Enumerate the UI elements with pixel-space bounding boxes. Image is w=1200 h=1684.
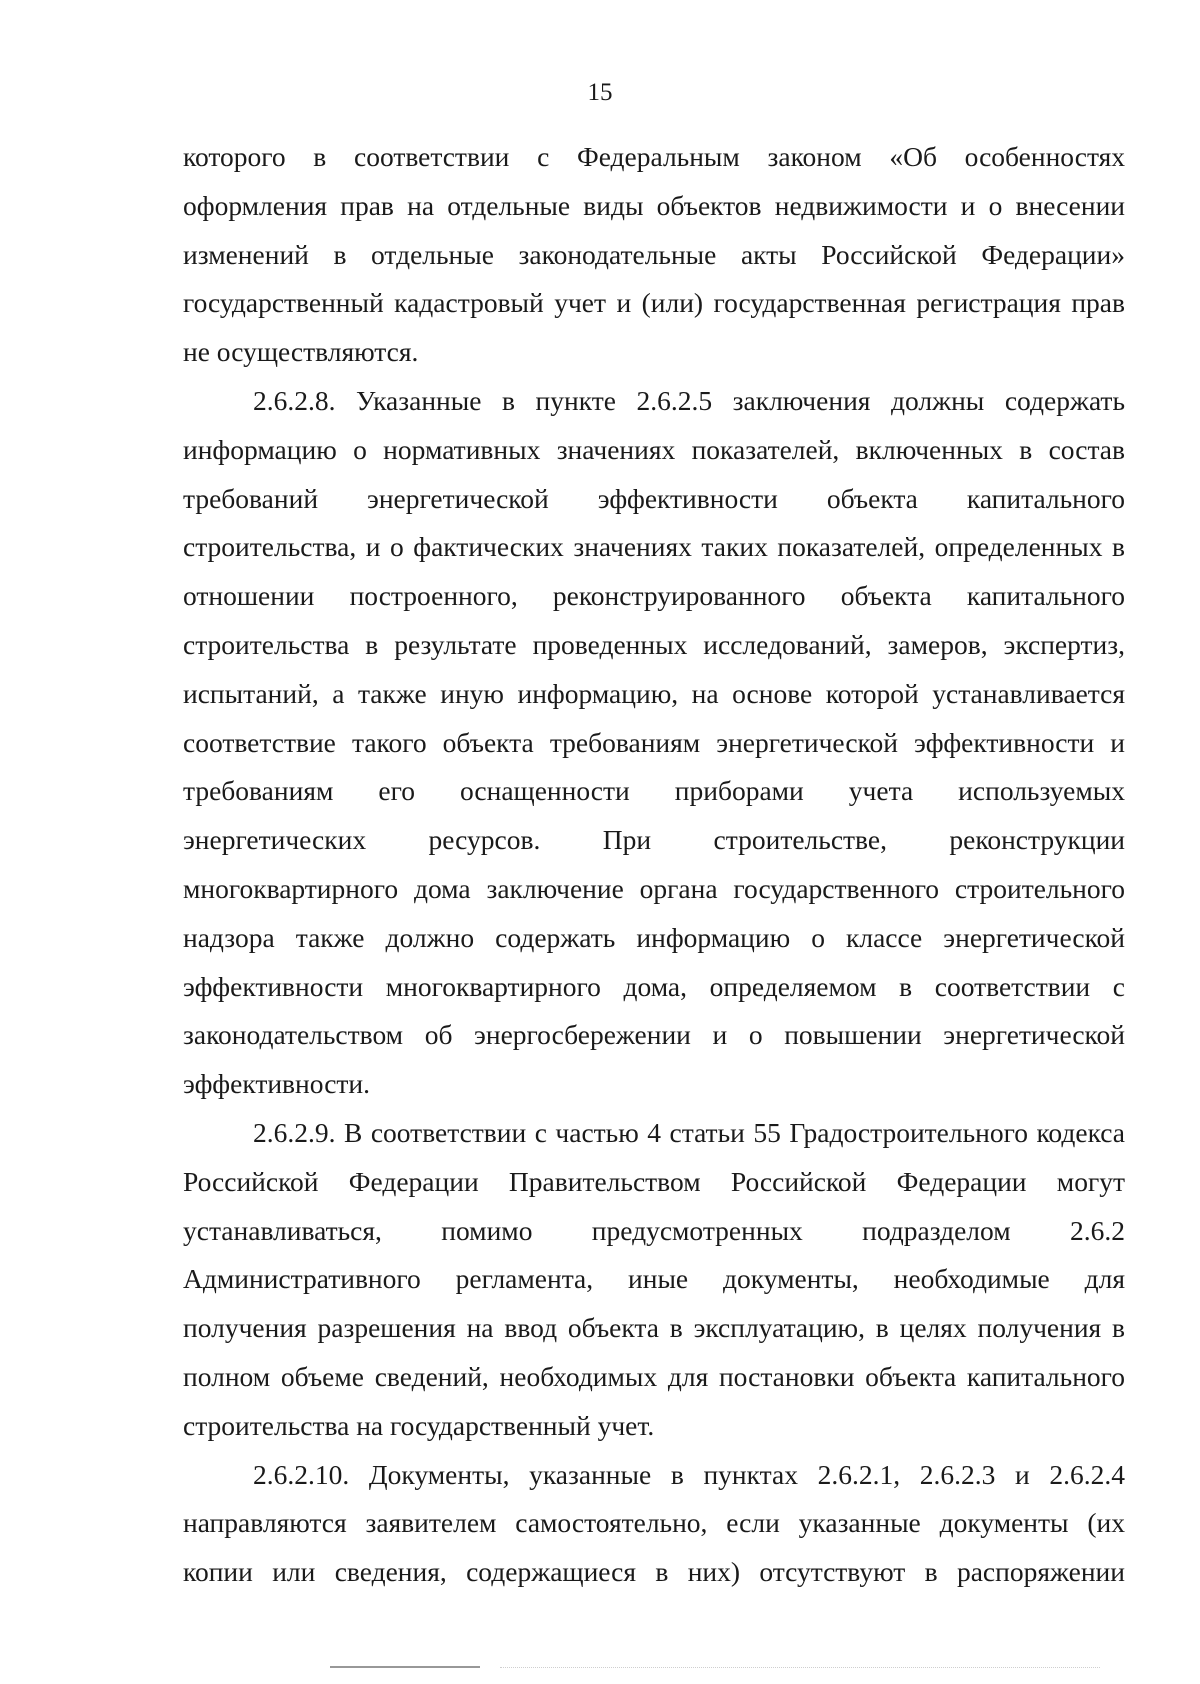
text-line: копии или сведения, содержащиеся в них) отсутствуют в распоряжении — [183, 1556, 1125, 1588]
text-line: направляются заявителем самостоятельно, если указанные документы (их — [183, 1507, 1125, 1539]
text-line: полном объеме сведений, необходимых для постановки объекта капитального — [183, 1360, 1125, 1392]
text-line: соответствие такого объекта требованиям энергетической эффективности и — [183, 726, 1125, 758]
text-line: Административного регламента, иные документы, необходимые для — [183, 1263, 1125, 1295]
text-line: строительства на государственный учет. — [183, 1409, 655, 1441]
body-text — [183, 133, 1125, 1597]
text-line: строительства, и о фактических значениях таких показателей, определенных в — [183, 531, 1125, 563]
text-line: не осуществляются. — [183, 336, 419, 368]
paragraph-2-6-2-9 — [183, 1109, 1125, 1451]
text-line: законодательством об энергосбережении и о повышении энергетической — [183, 1019, 1125, 1051]
text-line: многоквартирного дома заключение органа государственного строительного — [183, 872, 1125, 904]
text-line: требований энергетической эффективности объекта капитального — [183, 482, 1125, 514]
text-line: 2.6.2.9. В соответствии с частью 4 статьи 55 Градостроительного кодекса — [253, 1116, 1125, 1148]
text-line: отношении построенного, реконструированного объекта капитального — [183, 580, 1125, 612]
text-line: информацию о нормативных значениях показателей, включенных в состав — [183, 433, 1125, 465]
text-line: которого в соответствии с Федеральным законом «Об особенностях — [183, 141, 1125, 172]
text-line: 2.6.2.8. Указанные в пункте 2.6.2.5 заключения должны содержать — [253, 384, 1125, 416]
text-line: испытаний, а также иную информацию, на основе которой устанавливается — [183, 677, 1125, 709]
text-line: строительства в результате проведенных исследований, замеров, экспертиз, — [183, 628, 1125, 660]
paragraph-continuation — [183, 133, 1125, 377]
page-number: 15 — [587, 79, 613, 106]
paragraph-2-6-2-10 — [183, 1451, 1125, 1597]
text-line: надзора также должно содержать информацию о классе энергетической — [183, 921, 1125, 953]
text-line: государственный кадастровый учет и (или) государственная регистрация прав — [183, 287, 1125, 319]
text-line: получения разрешения на ввод объекта в эксплуатацию, в целях получения в — [183, 1312, 1125, 1344]
text-line: Российской Федерации Правительством Российской Федерации могут — [183, 1165, 1125, 1197]
text-line: устанавливаться, помимо предусмотренных подразделом 2.6.2 — [183, 1214, 1125, 1246]
text-line: эффективности. — [183, 1068, 371, 1100]
footer-scan-dots — [500, 1667, 1100, 1670]
text-line: эффективности многоквартирного дома, определяемом в соответствии с — [183, 970, 1125, 1002]
paragraph-2-6-2-8 — [183, 377, 1125, 1109]
text-line: 2.6.2.10. Документы, указанные в пунктах 2.6.2.1, 2.6.2.3 и 2.6.2.4 — [253, 1458, 1125, 1490]
text-line: оформления прав на отдельные виды объектов недвижимости и о внесении — [183, 189, 1125, 221]
footer-scan-mark — [330, 1666, 480, 1671]
text-line: изменений в отдельные законодательные акты Российской Федерации» — [183, 238, 1125, 270]
text-line: требованиям его оснащенности приборами учета используемых — [183, 775, 1125, 807]
text-line: энергетических ресурсов. При строительстве, реконструкции — [183, 824, 1125, 856]
